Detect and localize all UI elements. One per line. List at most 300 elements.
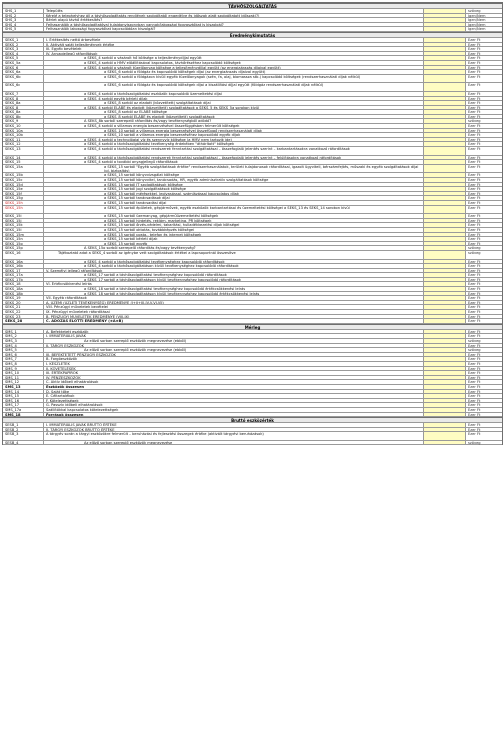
row-unit: Ezer Ft <box>468 227 481 232</box>
row-code: SEKS_16b <box>3 264 44 268</box>
row-code: SMS_4 <box>3 344 44 348</box>
row-unit: Ezer Ft <box>468 164 481 169</box>
row-code: SHS_3 <box>3 18 44 22</box>
row-unit: Ezer Ft <box>468 300 481 305</box>
row-description: Szállítókkal kapcsolatos kötelezettségek <box>44 408 424 412</box>
value-input-cell[interactable] <box>424 196 466 200</box>
row-unit: Ezer Ft <box>468 361 481 366</box>
value-input-cell[interactable] <box>424 97 466 101</box>
value-input-cell[interactable] <box>424 9 466 13</box>
row-unit: Ezer Ft <box>468 305 481 310</box>
row-code: SEKS_16 <box>3 251 44 259</box>
section-title: TÁVHŐSZOLGÁLTATÁS <box>228 4 277 9</box>
row-description: I. IMMATERIÁLIS JAVAK BRUTTÓ ÉRTÉKE <box>44 423 424 427</box>
row-description: a SEKS_8 sorból az ELÁBÉ költsége <box>44 110 424 114</box>
value-input-cell[interactable] <box>424 367 466 371</box>
row-unit: Ezer Ft <box>468 110 481 115</box>
value-input-cell[interactable] <box>424 273 466 277</box>
row-unit: Ezer Ft <box>468 291 481 296</box>
row-code: SEKS_15e <box>3 187 44 191</box>
value-input-cell[interactable] <box>424 187 466 191</box>
row-description: I. KÉSZLETEK <box>44 362 424 366</box>
row-code: SEKS_15i <box>3 214 44 218</box>
row-unit: szöveg <box>468 250 481 255</box>
row-description: a SEKS_10 sorból a villamos energia beszerzésével összefüggő rendszerhasználati díjak <box>44 129 424 133</box>
value-input-cell[interactable] <box>424 408 466 412</box>
row-description: Bérlet alapú távhő értékesítés? <box>44 18 424 22</box>
row-code: SEKS_15g <box>3 196 44 200</box>
row-description: a SEKS_15 sorból hirdetés, reklám, marketing, PR költségek <box>44 219 424 223</box>
row-description: IX. Pénzügyi műveletek ráfordításai <box>44 310 424 314</box>
value-input-cell[interactable] <box>424 305 466 309</box>
row-code: SEKS_15h <box>3 206 44 214</box>
value-input-cell[interactable] <box>424 119 466 123</box>
value-input-cell[interactable] <box>424 246 466 250</box>
value-input-cell[interactable] <box>424 233 466 237</box>
row-description: a SEKS_4 sorból egyéb bérleti díjak <box>44 97 424 101</box>
row-code: SEKS_15k <box>3 223 44 227</box>
row-unit: Ezer Ft <box>468 205 481 210</box>
row-description: II. KÖVETELÉSEK <box>44 367 424 371</box>
section-title: Eredménykimutatás <box>229 32 276 38</box>
value-input-cell[interactable] <box>424 344 466 348</box>
row-code: SEKS_19 <box>3 296 44 300</box>
row-description: Felhasználók lakossági fogyasztókat kapcsolódóan kiszolgál? <box>44 27 424 31</box>
value-input-cell[interactable] <box>424 61 466 65</box>
row-code: SMS_1 <box>3 330 44 334</box>
row-unit: Ezer Ft <box>468 37 481 42</box>
row-code: SEKS_15c <box>3 178 44 182</box>
value-input-cell[interactable] <box>424 23 466 27</box>
value-input-cell[interactable] <box>424 147 466 155</box>
row-unit: Ezer Ft <box>468 287 481 292</box>
row-code: SEKS_12 <box>3 142 44 146</box>
row-unit: Ezer Ft <box>468 282 481 287</box>
row-unit: Ezer Ft <box>468 237 481 242</box>
row-description: Eszközök összesen <box>44 385 424 389</box>
row-code: SEKS_15a <box>3 165 44 173</box>
row-unit: Ezer Ft <box>468 65 481 70</box>
value-input-cell[interactable] <box>424 178 466 182</box>
value-input-cell[interactable] <box>424 14 466 18</box>
row-unit: Ezer Ft <box>468 427 481 432</box>
row-unit: Ezer Ft <box>468 51 481 56</box>
value-input-cell[interactable] <box>424 66 466 70</box>
row-description: a SEKS_15 sorból egyéb <box>44 242 424 246</box>
row-code: SESB_2 <box>3 428 44 432</box>
row-code: SMS_2 <box>3 334 44 338</box>
row-description: II. Aktivált saját teljesítmények értéke <box>44 43 424 47</box>
row-unit: Ezer Ft <box>468 128 481 133</box>
row-unit: Igen/Nem <box>468 18 486 23</box>
value-input-cell[interactable] <box>424 287 466 291</box>
row-description: Tájékoztató adat a SEKS_4 sorból az igénybe vett szolgáltatások értékei a lapcsoportnál összesítve <box>44 251 424 259</box>
value-input-cell[interactable] <box>424 413 466 417</box>
row-description: a SEKS_8 sorból az eladott (közvetített) szolgáltatások díjai <box>44 101 424 105</box>
row-description: a SEKS_15 sorból posta-, telefon és internet költségek <box>44 233 424 237</box>
row-unit: Ezer Ft <box>468 96 481 101</box>
value-input-cell[interactable] <box>424 390 466 394</box>
row-description: a SEKS_18 sorból a távhőszolgáltatáson kívüli tevékenységhez kapcsolódó értékcsökkenési leírás <box>44 292 424 296</box>
value-input-cell[interactable] <box>424 83 466 91</box>
value-input-cell[interactable] <box>424 115 466 119</box>
value-input-cell[interactable] <box>424 330 466 334</box>
row-description: C. Aktív időbeli elhatárolások <box>44 380 424 384</box>
row-description: a SEKS_15 sorból "Egyéb szolgáltatások értéke" rendszerhasználatok, területi tulajdonosok ráfordításai, igazolt ügyviteli, bérszámfejtés, műszaki és egyéb szolgáltatások díjai (pl. biztosítás) <box>44 165 424 173</box>
value-input-cell[interactable] <box>424 56 466 60</box>
row-description: a SEKS_15 sorból épületek, gépjárművek, egyéb eszközök karbantartásai és üzemeltetési költségei a SEKS_13 és SEKS_14 sorokon kívül <box>44 206 424 214</box>
value-input-cell[interactable] <box>424 251 466 259</box>
row-description: a SEKS_15 sorból könyvvizsgálat költsége <box>44 173 424 177</box>
row-code: SMS_12 <box>3 380 44 384</box>
row-description: a SEKS_10 sorból a villamos energia beszerzéséhez kapcsolódó egyéb díjak <box>44 133 424 137</box>
row-unit: Ezer Ft <box>468 329 481 334</box>
row-description: I. Értékesítés nettó árbevétele <box>44 38 424 42</box>
row-unit: Ezer Ft <box>468 70 481 75</box>
row-code: SMS_3 <box>3 339 44 343</box>
section-title: Bruttó eszközérték <box>231 418 274 424</box>
row-description: a SEKS_4 sorból a HMV előállításával kapcsolatos, távhőrészéhez kapcsolódó költségek <box>44 61 424 65</box>
value-input-cell[interactable] <box>424 237 466 241</box>
value-input-cell[interactable] <box>424 310 466 314</box>
row-unit: szöveg <box>468 348 481 353</box>
row-code: SESB_3 <box>3 432 44 440</box>
row-description: I. IMMATERIÁLIS JAVAK <box>44 334 424 338</box>
row-unit: Ezer Ft <box>468 47 481 52</box>
value-input-cell[interactable] <box>424 219 466 223</box>
row-code: SESB_4 <box>3 441 44 445</box>
value-input-cell[interactable] <box>424 399 466 403</box>
row-unit: szöveg <box>468 440 481 445</box>
value-input-cell[interactable] <box>424 319 466 323</box>
row-description: a SEKS_8 sorból ELÁBÉ és eladott (közvetített) szolgáltatások <box>44 115 424 119</box>
table-row <box>3 432 502 441</box>
value-input-cell[interactable] <box>424 428 466 432</box>
value-input-cell[interactable] <box>424 124 466 128</box>
row-description: a SEKS_15 sorból mérésekkel, leolvasással, számlázással kapcsolatos díjak <box>44 192 424 196</box>
table-row <box>3 165 502 174</box>
value-input-cell[interactable] <box>424 165 466 173</box>
value-input-cell[interactable] <box>424 278 466 282</box>
section-title: Mérleg <box>244 324 261 330</box>
value-input-cell[interactable] <box>424 292 466 296</box>
row-unit: Ezer Ft <box>468 142 481 147</box>
row-code: SEKS_6c <box>3 83 44 91</box>
value-input-cell[interactable] <box>424 106 466 110</box>
row-description: a SEKS_4 sorból a távhőszolgáltatási eszközök kapcsolódó üzemeltetési díjai <box>44 92 424 96</box>
row-unit: Igen/Nem <box>468 13 486 18</box>
value-input-cell[interactable] <box>424 301 466 305</box>
value-input-cell[interactable] <box>424 138 466 142</box>
row-code: SHS_5 <box>3 27 44 31</box>
row-unit: Ezer Ft <box>468 371 481 376</box>
row-unit: Ezer Ft <box>468 218 481 223</box>
value-input-cell[interactable] <box>424 362 466 366</box>
row-unit: Ezer Ft <box>468 389 481 394</box>
value-input-cell[interactable] <box>424 192 466 196</box>
row-code: SEKS_18b <box>3 292 44 296</box>
row-code: SEKS_9 <box>3 119 44 123</box>
row-description: a SEKS_15 sorból bérleti díjak <box>44 237 424 241</box>
value-input-cell[interactable] <box>424 101 466 105</box>
row-code: SEKS_5a <box>3 61 44 65</box>
row-unit: Ezer Ft <box>468 124 481 129</box>
row-code: SEKS_17b <box>3 278 44 282</box>
row-description: a SEKS_4 sorból ELÁBÉ és eladott (közvetített) szolgáltatások a SEKS_5 és SEKS_5a sorokon kívül <box>44 106 424 110</box>
row-code: SMS_9 <box>3 367 44 371</box>
row-code: SEKS_15o <box>3 242 44 246</box>
row-unit: Ezer Ft <box>468 105 481 110</box>
value-input-cell[interactable] <box>424 129 466 133</box>
row-unit: Ezer Ft <box>468 187 481 192</box>
value-input-cell[interactable] <box>424 70 466 74</box>
row-description: G. Passzív időbeli elhatárolások <box>44 403 424 407</box>
row-description: B. PÉNZÜGYI MŰVELETEK EREDMÉNYE (VIII-IX) <box>44 315 424 319</box>
row-description: Az előző sorban szereplő eszközök megnevezése <box>44 441 424 445</box>
row-unit: Ezer Ft <box>468 191 481 196</box>
row-description: Település <box>44 9 424 13</box>
row-unit: Ezer Ft <box>468 196 481 201</box>
row-code: SEKS_6b <box>3 75 44 83</box>
row-description: F. Kötelezettségek <box>44 399 424 403</box>
row-description: a SEKS_4 sorból a vásárolt hő költsége a teljesítménydíjjal együtt <box>44 56 424 60</box>
row-description: D. Saját tőke <box>44 390 424 394</box>
row-unit: szöveg <box>468 119 481 124</box>
row-code: SMS_18 <box>3 413 44 417</box>
table-row <box>3 147 502 156</box>
row-code: SMS_11 <box>3 376 44 380</box>
value-input-cell[interactable] <box>424 423 466 427</box>
value-input-cell[interactable] <box>424 18 466 22</box>
row-unit: Ezer Ft <box>468 268 481 273</box>
row-code: SHS_1 <box>3 9 44 13</box>
row-unit: Ezer Ft <box>468 366 481 371</box>
row-description: Kérelé a telephelyhez áll a távhőszolgáltatás rendjének szolgáltatói engedélye és időszak alatt szolgáltatott időszak(?) <box>44 14 424 18</box>
row-code: SMS_8 <box>3 362 44 366</box>
row-description: a SEKS_15 sorból jogi szolgáltatások költsége <box>44 187 424 191</box>
value-input-cell[interactable] <box>424 206 466 214</box>
row-description: A. ÜZEMI (ÜZLETI TEVÉKENYSÉG) EREDMÉNYE (I+II+III-IV-V-VI-VII) <box>44 301 424 305</box>
row-unit: Ezer Ft <box>468 74 481 79</box>
row-description: Felhasználók a távhőszolgáltatóval tulajdonviszonyban vannak/lakossági fogyasztókat is kiszolgál? <box>44 23 424 27</box>
row-description: a SEKS_4 sorból a távhőszolgáltatási rendszerek fenntartási szolgáltatásai – összefoglaló jelentés szerint – karbantartásokra vonatkozó ráfordítások <box>44 147 424 155</box>
row-unit: Ezer Ft <box>468 412 481 417</box>
row-description: Az előző sorban szereplő eszközök megnevezése (ebből) <box>44 339 424 343</box>
value-input-cell[interactable] <box>424 47 466 51</box>
row-unit: Ezer Ft <box>468 352 481 357</box>
value-input-cell[interactable] <box>424 371 466 375</box>
row-description: V. Személyi jellegű ráfordítások <box>44 269 424 273</box>
row-description: Források összesen <box>44 413 424 417</box>
row-description: a SEKS_15 sorból oktatás, továbbképzés költségei <box>44 228 424 232</box>
value-input-cell[interactable] <box>424 385 466 389</box>
row-unit: Ezer Ft <box>468 160 481 165</box>
value-input-cell[interactable] <box>424 394 466 398</box>
row-code: SEKS_17a <box>3 273 44 277</box>
value-input-cell[interactable] <box>424 75 466 83</box>
value-input-cell[interactable] <box>424 52 466 56</box>
row-code: SEKS_18a <box>3 287 44 291</box>
row-description: a SEKS_15 sorból IT szolgáltatások költsége <box>44 183 424 187</box>
row-code: SMS_7 <box>3 357 44 361</box>
row-unit: Ezer Ft <box>468 178 481 182</box>
row-unit: Ezer Ft <box>468 398 481 403</box>
row-description: A SEKS_15o sorból szerepelő ráfordítás és/vagy tevékenység? <box>44 246 424 250</box>
row-code: SEKS_17 <box>3 269 44 273</box>
row-description: a SEKS_15 sorból tanácsadási díjai <box>44 201 424 205</box>
value-input-cell[interactable] <box>424 43 466 47</box>
value-input-cell[interactable] <box>424 315 466 319</box>
row-unit: Ezer Ft <box>468 223 481 228</box>
row-unit: Ezer Ft <box>468 432 481 437</box>
table-row <box>3 206 502 215</box>
row-code: SEKS_8a <box>3 101 44 105</box>
value-input-cell[interactable] <box>424 264 466 268</box>
row-unit: Igen/Nem <box>468 27 486 32</box>
value-input-cell[interactable] <box>424 296 466 300</box>
value-input-cell[interactable] <box>424 376 466 380</box>
value-input-cell[interactable] <box>424 201 466 205</box>
row-code: SEKS_20 <box>3 301 44 305</box>
row-description: a SEKS_4 sorból a távhőszolgáltatási tevékenységhez kapcsolódó ráfordítások <box>44 260 424 264</box>
row-description: IV. Anyagjellegű ráfordítások <box>44 52 424 56</box>
value-input-cell[interactable] <box>424 27 466 31</box>
row-description: IV. PÉNZESZKÖZÖK <box>44 376 424 380</box>
row-code: SHS_2 <box>3 14 44 18</box>
row-description: A SEKS_8b sorból szerepelő ráfordítás és/vagy tevékenységből adódó? <box>44 119 424 123</box>
value-input-cell[interactable] <box>424 242 466 246</box>
row-code: SEKS_4 <box>3 52 44 56</box>
value-input-cell[interactable] <box>424 441 466 445</box>
value-input-cell[interactable] <box>424 334 466 338</box>
row-code: SEKS_10 <box>3 124 44 128</box>
row-unit: Ezer Ft <box>468 319 481 324</box>
row-unit: Igen/Nem <box>468 22 486 27</box>
value-input-cell[interactable] <box>424 228 466 232</box>
row-description: a SEKS_6 sorból a földgázon kívüli egyéb tüzelőanyagok (szén, fa, olaj, biomassza stb.) kapcsolódó költségek (rendszerhasználati díjak nélkül) <box>44 75 424 83</box>
row-unit: Ezer Ft <box>468 173 481 178</box>
value-input-cell[interactable] <box>424 260 466 264</box>
row-description: a SEKS_4 sorból a távhőszolgáltatási rendszerek fenntartási szolgáltatásai – összefoglaló jelentés szerint – felújításokra vonatkozó ráfordítások <box>44 156 424 160</box>
value-input-cell[interactable] <box>424 214 466 218</box>
row-description: a SEKS_4 sorból a villamos energia beszerzésével összefüggésben felmerült költségek <box>44 124 424 128</box>
row-code: SEKS_1 <box>3 38 44 42</box>
row-unit: Ezer Ft <box>468 83 481 88</box>
row-unit: Ezer Ft <box>468 264 481 269</box>
row-unit: Ezer Ft <box>468 114 481 119</box>
row-code: SEKS_15b <box>3 173 44 177</box>
value-input-cell[interactable] <box>424 353 466 357</box>
row-code: SEKS_16a <box>3 260 44 264</box>
row-unit: Ezer Ft <box>468 357 481 362</box>
row-code: SMS_17a <box>3 408 44 412</box>
row-description: a SEKS_4 sorból a távhőszolgáltatáson kívüli tevékenységhez kapcsolódó ráfordítások <box>44 264 424 268</box>
row-unit: Ezer Ft <box>468 155 481 160</box>
row-unit: Ezer Ft <box>468 259 481 264</box>
row-code: SHS_4 <box>3 23 44 27</box>
row-code: SEKS_22 <box>3 310 44 314</box>
value-input-cell[interactable] <box>424 339 466 343</box>
row-description: a SEKS_15 sorból tanácsadások díjai <box>44 196 424 200</box>
row-description: VI. Értékcsökkenési leírás <box>44 282 424 286</box>
row-unit: szöveg <box>468 339 481 343</box>
row-unit: Ezer Ft <box>468 101 481 106</box>
row-description: III. ÉRTÉKPAPÍROK <box>44 371 424 375</box>
row-code: SEKS_18 <box>3 282 44 286</box>
row-unit: Ezer Ft <box>468 277 481 282</box>
value-input-cell[interactable] <box>424 173 466 177</box>
row-unit: Ezer Ft <box>468 296 481 301</box>
row-code: SEKS_15f <box>3 192 44 196</box>
row-unit: Ezer Ft <box>468 147 481 152</box>
row-unit: Ezer Ft <box>468 182 481 187</box>
value-input-cell[interactable] <box>424 160 466 164</box>
row-description: VII. Egyéb ráfordítások <box>44 296 424 300</box>
row-description: C. ADÓZÁS ELŐTTI EREDMÉNY (±A±B) <box>44 319 424 323</box>
value-input-cell[interactable] <box>424 223 466 227</box>
row-unit: Ezer Ft <box>468 375 481 380</box>
row-description: a SEKS_15 sorból őrzés-védelmi, takarítási, hulladékkezelési díjak költségei <box>44 223 424 227</box>
value-input-cell[interactable] <box>424 183 466 187</box>
row-code: SMS_10 <box>3 371 44 375</box>
value-input-cell[interactable] <box>424 380 466 384</box>
row-unit: Ezer Ft <box>468 241 481 246</box>
row-description: A. Befektetett eszközök <box>44 330 424 334</box>
row-code: SEKS_15 <box>3 160 44 164</box>
row-unit: Ezer Ft <box>468 232 481 237</box>
row-unit: Ezer Ft <box>468 133 481 138</box>
row-code: SEKS_23 <box>3 315 44 319</box>
row-code: SEKS_8b <box>3 115 44 119</box>
value-input-cell[interactable] <box>424 282 466 286</box>
row-unit: Ezer Ft <box>468 343 481 348</box>
value-input-cell[interactable] <box>424 110 466 114</box>
data-grid <box>2 2 503 445</box>
row-description: III. Egyéb bevételek <box>44 47 424 51</box>
row-code: SESB_1 <box>3 423 44 427</box>
row-code: SMS_13 <box>3 385 44 389</box>
row-description: III. BEFEKTETETT PÉNZÜGYI ESZKÖZÖK <box>44 353 424 357</box>
row-code: SMS_15 <box>3 394 44 398</box>
row-unit: Ezer Ft <box>468 403 481 408</box>
value-input-cell[interactable] <box>424 142 466 146</box>
row-unit: Ezer Ft <box>468 380 481 385</box>
value-input-cell[interactable] <box>424 357 466 361</box>
value-input-cell[interactable] <box>424 156 466 160</box>
row-code: SEKS_2 <box>3 43 44 47</box>
row-code: SEKS_15d <box>3 183 44 187</box>
row-unit: Ezer Ft <box>468 200 481 205</box>
value-input-cell[interactable] <box>424 133 466 137</box>
row-unit: Ezer Ft <box>468 394 481 399</box>
value-input-cell[interactable] <box>424 38 466 42</box>
row-unit: Ezer Ft <box>468 60 481 65</box>
row-code: SMS_16 <box>3 399 44 403</box>
row-description: A tárgyév során a tárgyi eszközökre felmerült – beruházási és fejlesztési összegek értéke (aktivált tárgyévi beruházások) <box>44 432 424 440</box>
row-code: SEKS_6a <box>3 70 44 74</box>
value-input-cell[interactable] <box>424 432 466 440</box>
value-input-cell[interactable] <box>424 403 466 407</box>
value-input-cell[interactable] <box>424 348 466 352</box>
value-input-cell[interactable] <box>424 92 466 96</box>
row-code: SMS_17 <box>3 403 44 407</box>
row-unit: Ezer Ft <box>468 273 481 278</box>
value-input-cell[interactable] <box>424 269 466 273</box>
row-code: SEKS_15p <box>3 246 44 250</box>
row-unit: szöveg <box>468 246 481 251</box>
table-row <box>3 83 502 92</box>
row-code: SEKS_6 <box>3 66 44 70</box>
